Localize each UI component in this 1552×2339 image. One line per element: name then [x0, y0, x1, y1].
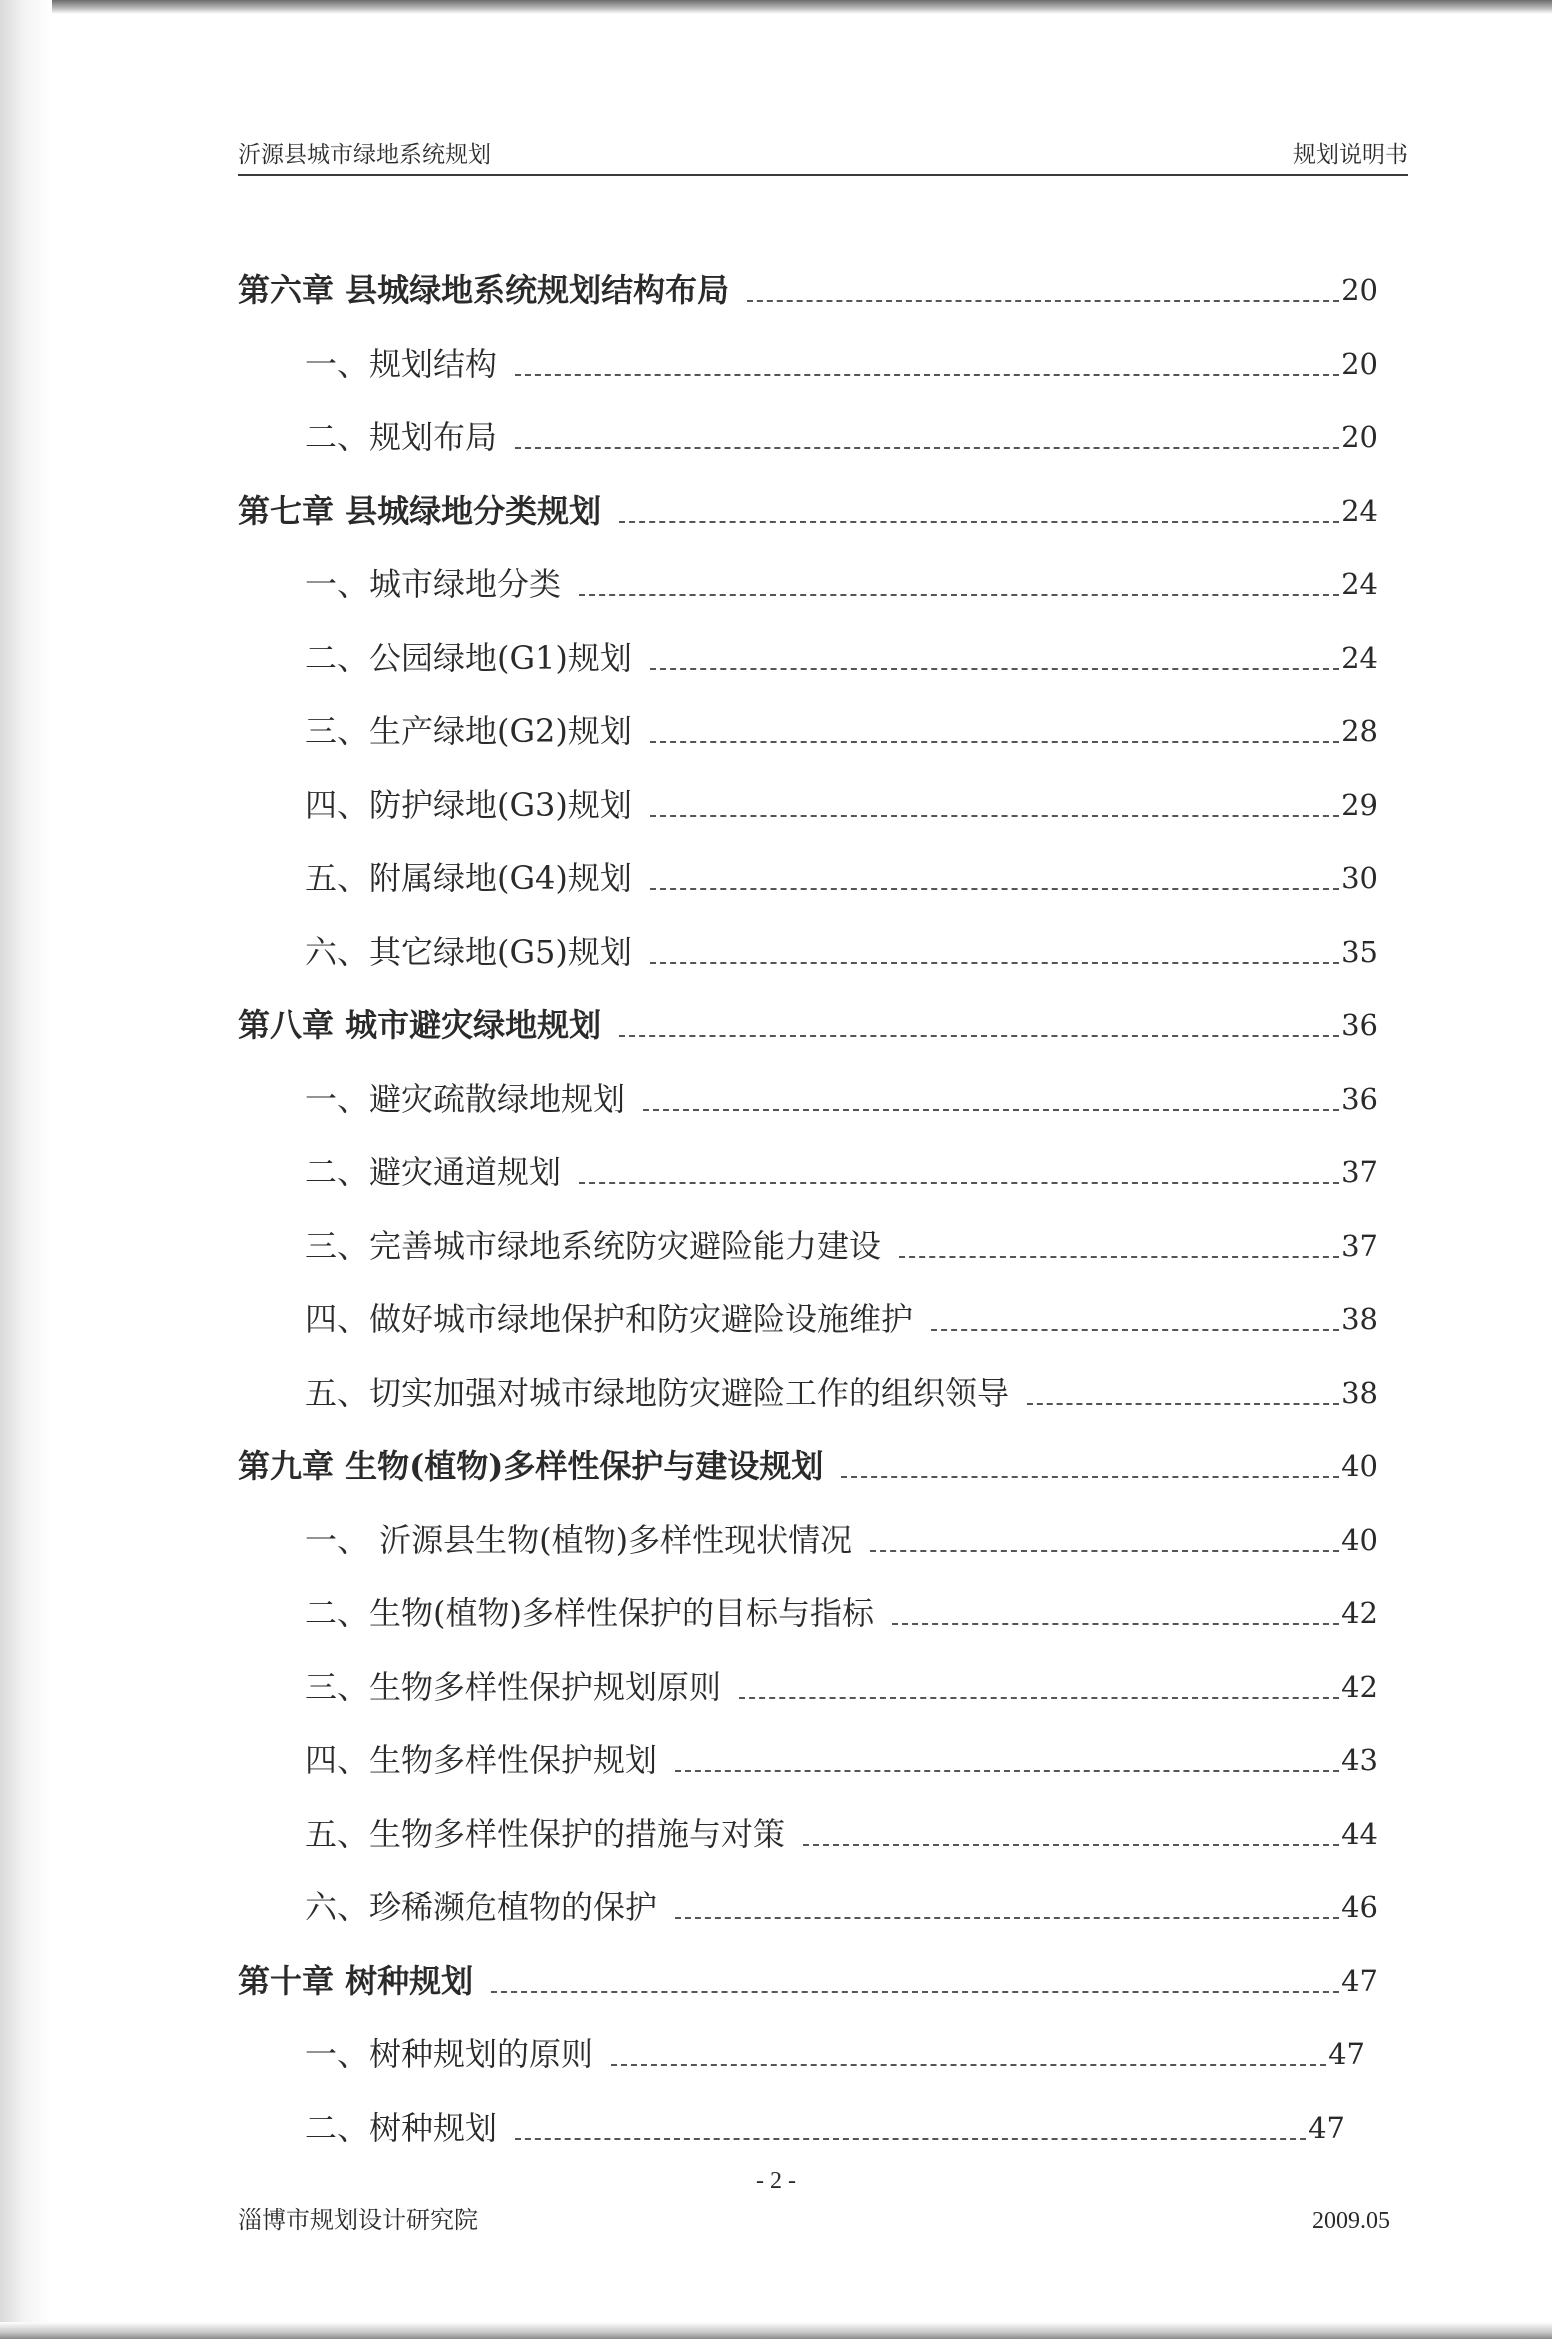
- toc-entry-title: 三、生物多样性保护规划原则: [305, 1668, 722, 1706]
- dot-leader: [650, 815, 1339, 817]
- toc-entry: [305, 409, 1378, 457]
- page-number: - 2 -: [756, 2168, 796, 2194]
- toc-entry-title: 一、树种规划的原则: [305, 2035, 594, 2073]
- dot-leader: [841, 1476, 1339, 1478]
- toc-entry: [305, 1659, 1378, 1707]
- toc-entry-page: 38: [1341, 1302, 1378, 1336]
- toc-entry-title: 一、城市绿地分类: [305, 565, 562, 603]
- document-type: 规划说明书: [1293, 142, 1408, 168]
- document-title: 沂源县城市绿地系统规划: [238, 142, 491, 168]
- toc-entry-chapter-8: [238, 997, 1378, 1045]
- toc-entry-title: 一、 沂源县生物(植物)多样性现状情况: [305, 1521, 853, 1559]
- toc-entry-chapter-9: [238, 1438, 1378, 1486]
- toc-entry-page: 29: [1341, 788, 1378, 822]
- toc-entry: [305, 1365, 1378, 1413]
- toc-entry-title: 六、其它绿地(G5)规划: [305, 933, 632, 971]
- toc-entry-title: 三、完善城市绿地系统防灾避险能力建设: [305, 1227, 882, 1265]
- toc-entry-title: 六、珍稀濒危植物的保护: [305, 1888, 658, 1926]
- toc-entry: [305, 850, 1378, 898]
- toc-entry-page: 38: [1341, 1376, 1378, 1410]
- toc-entry-title: 第八章 城市避灾绿地规划: [238, 1006, 602, 1044]
- toc-entry: [305, 1806, 1378, 1854]
- dot-leader: [619, 521, 1339, 523]
- dot-leader: [747, 300, 1339, 302]
- toc-entry-page: 37: [1341, 1155, 1378, 1189]
- toc-entry-page: 43: [1341, 1743, 1378, 1777]
- toc-entry: [305, 924, 1378, 972]
- dot-leader: [650, 741, 1339, 743]
- toc-entry: [305, 630, 1378, 678]
- toc-entry-title: 五、附属绿地(G4)规划: [305, 859, 632, 897]
- toc-entry-title: 一、规划结构: [305, 345, 498, 383]
- scan-edge-bottom: [0, 2322, 1552, 2339]
- toc-entry-page: 20: [1341, 347, 1378, 381]
- toc-entry: [305, 2026, 1365, 2074]
- toc-entry-page: 47: [1341, 1964, 1378, 1998]
- toc-entry: [305, 1585, 1378, 1633]
- toc-entry: [305, 1732, 1378, 1780]
- dot-leader: [643, 1109, 1339, 1111]
- toc-entry: [305, 1879, 1378, 1927]
- dot-leader: [675, 1917, 1339, 1919]
- toc-entry-title: 一、避灾疏散绿地规划: [305, 1080, 626, 1118]
- toc-entry-page: 44: [1341, 1817, 1378, 1851]
- toc-entry-page: 30: [1341, 861, 1378, 895]
- dot-leader: [675, 1770, 1339, 1772]
- toc-entry: [305, 2100, 1345, 2148]
- dot-leader: [515, 2138, 1306, 2140]
- dot-leader: [931, 1329, 1339, 1331]
- toc-entry: [305, 703, 1378, 751]
- dot-leader: [515, 374, 1339, 376]
- institute-name: 淄博市规划设计研究院: [238, 2206, 478, 2234]
- toc-entry: [305, 1291, 1378, 1339]
- toc-entry-page: 28: [1341, 714, 1378, 748]
- toc-entry-page: 47: [1308, 2111, 1345, 2145]
- dot-leader: [579, 594, 1339, 596]
- toc-entry: [305, 1512, 1378, 1560]
- dot-leader: [899, 1256, 1339, 1258]
- toc-entry-title: 五、切实加强对城市绿地防灾避险工作的组织领导: [305, 1374, 1010, 1412]
- toc-entry: [305, 336, 1378, 384]
- toc-entry-page: 37: [1341, 1229, 1378, 1263]
- dot-leader: [579, 1182, 1339, 1184]
- toc-entry-page: 35: [1341, 935, 1378, 969]
- dot-leader: [870, 1550, 1339, 1552]
- toc-entry-title: 四、生物多样性保护规划: [305, 1741, 658, 1779]
- toc-entry-title: 二、规划布局: [305, 418, 498, 456]
- toc-entry-page: 42: [1341, 1670, 1378, 1704]
- toc-entry-page: 24: [1341, 567, 1378, 601]
- toc-entry-page: 24: [1341, 641, 1378, 675]
- dot-leader: [803, 1844, 1339, 1846]
- dot-leader: [739, 1697, 1339, 1699]
- toc-entry-page: 47: [1328, 2037, 1365, 2071]
- toc-entry-title: 五、生物多样性保护的措施与对策: [305, 1815, 786, 1853]
- toc-entry: [305, 1144, 1378, 1192]
- scan-edge-top: [0, 0, 1552, 14]
- publish-date: 2009.05: [1312, 2208, 1390, 2234]
- dot-leader: [650, 668, 1339, 670]
- toc-entry-title: 二、公园绿地(G1)规划: [305, 639, 632, 677]
- dot-leader: [1027, 1403, 1339, 1405]
- dot-leader: [491, 1991, 1339, 1993]
- toc-entry-title: 第七章 县城绿地分类规划: [238, 492, 602, 530]
- toc-entry: [305, 1218, 1378, 1266]
- toc-entry-title: 第十章 树种规划: [238, 1962, 474, 2000]
- dot-leader: [619, 1035, 1339, 1037]
- toc-entry-page: 40: [1341, 1449, 1378, 1483]
- toc-entry-title: 四、做好城市绿地保护和防灾避险设施维护: [305, 1300, 914, 1338]
- scan-edge-left: [0, 0, 52, 2339]
- toc-entry-page: 42: [1341, 1596, 1378, 1630]
- dot-leader: [650, 962, 1339, 964]
- toc-entry-chapter-7: [238, 483, 1378, 531]
- toc-entry-page: 24: [1341, 494, 1378, 528]
- toc-entry-page: 40: [1341, 1523, 1378, 1557]
- dot-leader: [650, 888, 1339, 890]
- dot-leader: [892, 1623, 1339, 1625]
- toc-entry: [305, 1071, 1378, 1119]
- toc-entry-title: 四、防护绿地(G3)规划: [305, 786, 632, 824]
- toc-entry-page: 36: [1341, 1082, 1378, 1116]
- toc-entry-title: 二、树种规划: [305, 2109, 498, 2147]
- dot-leader: [611, 2064, 1326, 2066]
- toc-entry-title: 第九章 生物(植物)多样性保护与建设规划: [238, 1447, 824, 1485]
- toc-entry-page: 36: [1341, 1008, 1378, 1042]
- toc-entry-title: 二、生物(植物)多样性保护的目标与指标: [305, 1594, 874, 1632]
- toc-entry: [305, 556, 1378, 604]
- toc-entry-page: 20: [1341, 420, 1378, 454]
- toc-entry-chapter-10: [238, 1953, 1378, 2001]
- toc-entry-page: 46: [1341, 1890, 1378, 1924]
- toc-entry-page: 20: [1341, 273, 1378, 307]
- toc-entry-title: 第六章 县城绿地系统规划结构布局: [238, 271, 730, 309]
- toc-entry-title: 二、避灾通道规划: [305, 1153, 562, 1191]
- toc-entry-chapter-6: [238, 262, 1378, 310]
- page-header: [238, 130, 1408, 176]
- toc-entry-title: 三、生产绿地(G2)规划: [305, 712, 632, 750]
- toc-entry: [305, 777, 1378, 825]
- dot-leader: [515, 447, 1339, 449]
